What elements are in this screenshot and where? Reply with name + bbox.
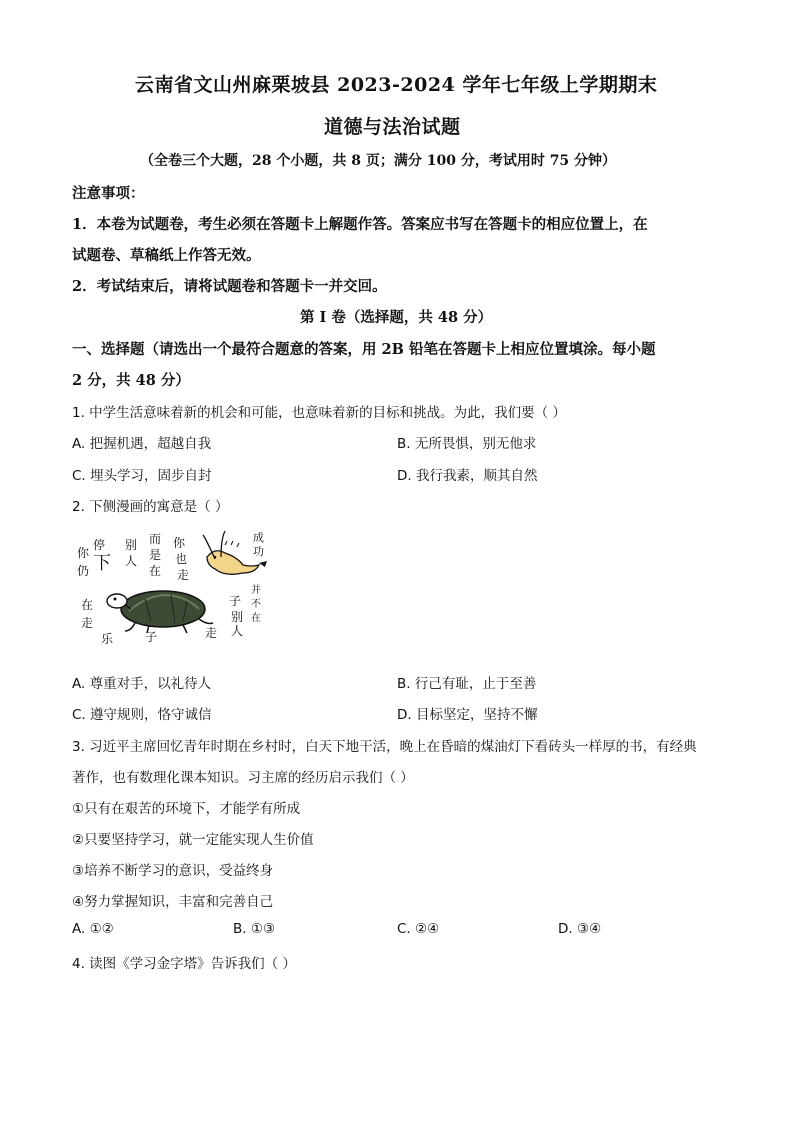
tortoise-drawing [107,591,213,633]
question-3-statement-2: ②只要坚持学习，就一定能实现人生价值 [72,832,314,848]
notice-heading: 注意事项： [72,185,145,202]
handwriting-char: 下 [93,553,111,574]
notice-item-2: 2．考试结束后，请将试题卷和答题卡一并交回。 [72,278,387,295]
exam-title-line2: 道德与法治试题 [324,116,461,138]
handwriting-char: 子 [145,630,158,644]
handwriting-char: 在 [149,564,162,578]
question-3-option-a: A. ①② [72,921,114,937]
question-1-option-c: C. 埋头学习，固步自封 [72,468,212,484]
tortoise-hare-cartoon [75,527,280,645]
handwriting-char: 别 [231,610,244,624]
question-3-option-b: B. ①③ [233,921,276,937]
question-2-option-a: A. 尊重对手，以礼待人 [72,676,212,692]
handwriting-char: 功 [253,545,264,558]
notice-item-1: 1．本卷为试题卷，考生必须在答题卡上解题作答。答案应书写在答题卡的相应位置上，在 [72,216,648,233]
handwriting-char: 在 [251,613,261,624]
handwriting-char: 并 [251,585,261,596]
question-2-option-c: C. 遵守规则，恪守诚信 [72,707,212,723]
handwriting-char: 走 [177,568,190,582]
question-2-option-b: B. 行己有耻，止于至善 [397,676,537,692]
question-2-stem: 2. 下侧漫画的寓意是（ ） [72,499,229,515]
handwriting-char: 别 [125,538,138,552]
question-1-option-d: D. 我行我素，顺其自然 [397,468,538,484]
section-heading: 一、选择题（请选出一个最符合题意的答案，用 2B 铅笔在答题卡上相应位置填涂。每小题 [72,341,656,358]
question-3-statement-3: ③培养不断学习的意识，受益终身 [72,863,274,879]
question-4-stem: 4. 读图《学习金字塔》告诉我们（ ） [72,956,296,972]
question-3-stem-cont: 著作，也有数理化课本知识。习主席的经历启示我们（ ） [72,770,414,786]
notice-item-1-cont: 试题卷、草稿纸上作答无效。 [72,247,261,264]
handwriting-char: 成 [253,531,264,544]
section-heading-cont: 2 分，共 48 分） [72,372,190,389]
handwriting-char: 走 [205,626,218,640]
question-3-statement-1: ①只有在艰苦的环境下，才能学有所成 [72,801,301,817]
handwriting-char: 乐 [101,632,114,645]
handwriting-char: 是 [149,548,162,562]
handwriting-char: 而 [149,532,162,546]
handwriting-char: 仍 [77,564,90,578]
question-2-option-d: D. 目标坚定，坚持不懈 [397,707,538,723]
part-title: 第 I 卷（选择题，共 48 分） [300,309,493,326]
handwriting-char: 你 [77,546,90,560]
handwriting-char: 人 [231,624,244,638]
question-1-option-a: A. 把握机遇，超越自我 [72,436,212,452]
handwriting-char: 不 [251,599,261,610]
handwriting-char: 在 [81,598,94,612]
handwriting-char: 也 [175,552,188,566]
exam-subtitle: （全卷三个大题，28 个小题，共 8 页；满分 100 分，考试用时 75 分钟） [140,153,617,169]
question-3-statement-4: ④努力掌握知识，丰富和完善自己 [72,894,274,910]
handwriting-char: 子 [229,594,242,608]
question-3-stem: 3. 习近平主席回忆青年时期在乡村时，白天下地干活，晚上在昏暗的煤油灯下看砖头一样厚的书，有经典 [72,739,697,755]
handwriting-char: 停 [93,538,106,552]
question-1-stem: 1. 中学生活意味着新的机会和可能，也意味着新的目标和挑战。为此，我们要（ ） [72,405,566,421]
question-1-option-b: B. 无所畏惧，别无他求 [397,436,537,452]
handwriting-char: 走 [81,616,94,630]
exam-title-line1: 云南省文山州麻栗坡县 2023-2024 学年七年级上学期期末 [135,74,658,96]
handwriting-char: 人 [125,554,138,568]
handwriting-char: 你 [173,536,186,550]
question-3-option-c: C. ②④ [397,921,440,937]
question-3-option-d: D. ③④ [558,921,602,937]
